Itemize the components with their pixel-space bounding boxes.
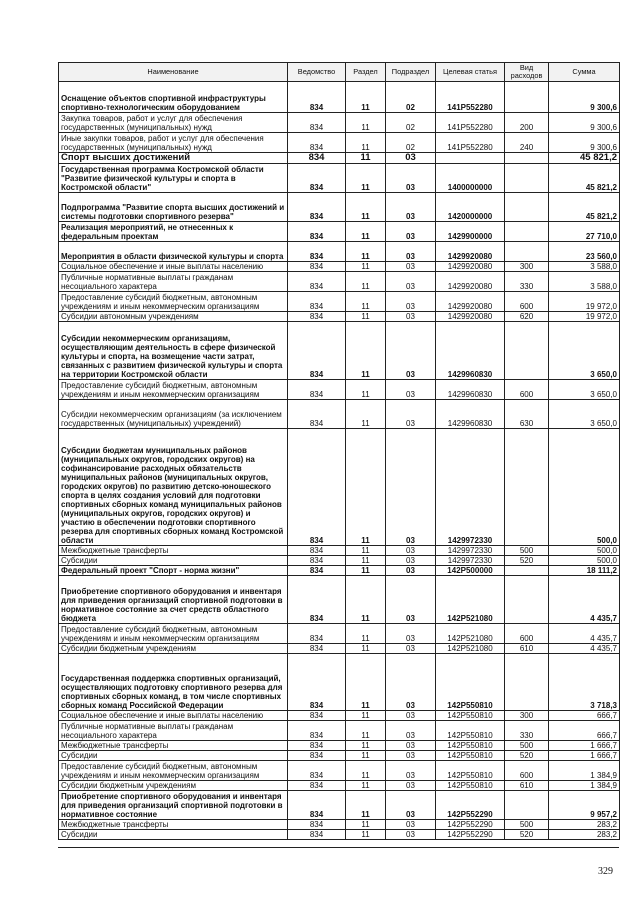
cell-target-article: 1429920080 — [436, 242, 505, 262]
cell-vedomstvo: 834 — [288, 400, 346, 429]
table-row — [59, 761, 620, 781]
cell-target-article: 142P550810 — [436, 654, 505, 711]
cell-amount: 27 710,0 — [549, 222, 620, 242]
cell-podrazdel: 03 — [386, 193, 436, 222]
cell-amount: 283,2 — [549, 820, 620, 830]
table-row — [59, 654, 620, 711]
cell-podrazdel: 03 — [386, 400, 436, 429]
header-name: Наименование — [59, 63, 288, 82]
table-row — [59, 556, 620, 566]
cell-target-article: 142P521080 — [436, 644, 505, 654]
cell-vedomstvo: 834 — [288, 576, 346, 624]
cell-amount: 45 821,2 — [549, 193, 620, 222]
cell-podrazdel: 03 — [386, 222, 436, 242]
cell-name: Мероприятия в области физической культуры и спорта — [59, 242, 288, 262]
cell-vedomstvo: 834 — [288, 654, 346, 711]
cell-vedomstvo: 834 — [288, 312, 346, 322]
cell-name: Закупка товаров, работ и услуг для обеспечения государственных (муниципальных) нужд — [59, 113, 288, 133]
cell-amount: 3 588,0 — [549, 262, 620, 272]
cell-amount: 1 666,7 — [549, 751, 620, 761]
table-row — [59, 292, 620, 312]
cell-target-article: 1429972330 — [436, 429, 505, 546]
cell-target-article: 142P552290 — [436, 830, 505, 840]
cell-target-article: 1429900000 — [436, 222, 505, 242]
cell-amount: 9 300,6 — [549, 82, 620, 113]
table-row — [59, 721, 620, 741]
cell-expense-type: 610 — [505, 644, 549, 654]
table-row — [59, 820, 620, 830]
cell-name: Приобретение спортивного оборудования и инвентаря для приведения организаций спортивной подготовки в нормативное состояние за счет средств областного бюджета — [59, 576, 288, 624]
cell-vedomstvo: 834 — [288, 751, 346, 761]
cell-razdel: 11 — [346, 312, 386, 322]
table-row — [59, 133, 620, 153]
cell-podrazdel: 03 — [386, 791, 436, 820]
cell-amount: 666,7 — [549, 721, 620, 741]
cell-podrazdel: 02 — [386, 113, 436, 133]
table-row — [59, 624, 620, 644]
cell-target-article: 1429920080 — [436, 262, 505, 272]
cell-vedomstvo: 834 — [288, 429, 346, 546]
cell-podrazdel: 03 — [386, 781, 436, 791]
cell-vedomstvo: 834 — [288, 644, 346, 654]
cell-target-article: 1429972330 — [436, 556, 505, 566]
cell-amount: 19 972,0 — [549, 292, 620, 312]
cell-podrazdel: 03 — [386, 751, 436, 761]
cell-vedomstvo: 834 — [288, 820, 346, 830]
table-row — [59, 262, 620, 272]
cell-razdel: 11 — [346, 322, 386, 380]
cell-podrazdel: 02 — [386, 133, 436, 153]
cell-podrazdel: 03 — [386, 576, 436, 624]
table-row — [59, 400, 620, 429]
cell-name: Социальное обеспечение и иные выплаты населению — [59, 711, 288, 721]
cell-razdel: 11 — [346, 546, 386, 556]
cell-name: Государственная поддержка спортивных организаций, осуществляющих подготовку спортивного резерва для спортивных сборных команд, в том числе спортивных сборных команд Российской Федерации — [59, 654, 288, 711]
cell-vedomstvo: 834 — [288, 222, 346, 242]
cell-expense-type: 200 — [505, 113, 549, 133]
header-target-article: Целевая статья — [436, 63, 505, 82]
cell-target-article: 142P550810 — [436, 711, 505, 721]
cell-name: Подпрограмма "Развитие спорта высших достижений и системы подготовки спортивного резерва" — [59, 193, 288, 222]
cell-target-article: 142P550810 — [436, 741, 505, 751]
cell-name: Субсидии автономным учреждениям — [59, 312, 288, 322]
cell-razdel: 11 — [346, 272, 386, 292]
table-row — [59, 830, 620, 840]
budget-table — [58, 62, 620, 840]
cell-amount: 4 435,7 — [549, 576, 620, 624]
cell-name: Социальное обеспечение и иные выплаты населению — [59, 262, 288, 272]
cell-expense-type — [505, 164, 549, 193]
cell-podrazdel: 03 — [386, 272, 436, 292]
cell-podrazdel: 03 — [386, 546, 436, 556]
table-row — [59, 566, 620, 576]
cell-razdel: 11 — [346, 566, 386, 576]
cell-amount: 3 650,0 — [549, 322, 620, 380]
cell-razdel: 11 — [346, 830, 386, 840]
table-row — [59, 193, 620, 222]
cell-expense-type: 520 — [505, 556, 549, 566]
cell-name: Реализация мероприятий, не отнесенных к федеральным проектам — [59, 222, 288, 242]
cell-target-article: 142P552290 — [436, 791, 505, 820]
cell-name: Предоставление субсидий бюджетным, автономным учреждениям и иным некоммерческим организациям — [59, 624, 288, 644]
cell-razdel: 11 — [346, 644, 386, 654]
cell-vedomstvo: 834 — [288, 624, 346, 644]
cell-expense-type — [505, 576, 549, 624]
cell-vedomstvo: 834 — [288, 761, 346, 781]
cell-expense-type: 630 — [505, 400, 549, 429]
cell-name: Субсидии некоммерческим организациям (за исключением государственных (муниципальных) учреждений) — [59, 400, 288, 429]
header-podrazdel: Подраздел — [386, 63, 436, 82]
cell-amount: 1 384,9 — [549, 781, 620, 791]
cell-expense-type — [505, 566, 549, 576]
cell-vedomstvo: 834 — [288, 164, 346, 193]
cell-expense-type — [505, 322, 549, 380]
cell-amount: 3 650,0 — [549, 380, 620, 400]
cell-vedomstvo: 834 — [288, 153, 346, 164]
cell-expense-type: 620 — [505, 312, 549, 322]
table-row — [59, 153, 620, 164]
cell-name: Публичные нормативные выплаты гражданам несоциального характера — [59, 721, 288, 741]
cell-expense-type: 500 — [505, 546, 549, 556]
cell-expense-type: 600 — [505, 761, 549, 781]
cell-amount: 500,0 — [549, 556, 620, 566]
cell-name: Межбюджетные трансферты — [59, 820, 288, 830]
cell-vedomstvo: 834 — [288, 193, 346, 222]
cell-razdel: 11 — [346, 262, 386, 272]
cell-name: Субсидии — [59, 556, 288, 566]
cell-podrazdel: 03 — [386, 380, 436, 400]
cell-name: Приобретение спортивного оборудования и инвентаря для приведения организаций спортивной подготовки в нормативное состояние — [59, 791, 288, 820]
cell-target-article: 142P521080 — [436, 624, 505, 644]
cell-vedomstvo: 834 — [288, 546, 346, 556]
cell-vedomstvo: 834 — [288, 721, 346, 741]
cell-podrazdel: 03 — [386, 429, 436, 546]
cell-razdel: 11 — [346, 721, 386, 741]
cell-razdel: 11 — [346, 711, 386, 721]
table-row — [59, 222, 620, 242]
cell-expense-type — [505, 654, 549, 711]
cell-razdel: 11 — [346, 133, 386, 153]
cell-amount: 4 435,7 — [549, 644, 620, 654]
cell-vedomstvo: 834 — [288, 380, 346, 400]
cell-target-article: 142P521080 — [436, 576, 505, 624]
table-header-row — [59, 63, 620, 82]
cell-expense-type: 240 — [505, 133, 549, 153]
cell-razdel: 11 — [346, 624, 386, 644]
cell-name: Субсидии бюджетным учреждениям — [59, 781, 288, 791]
cell-amount: 19 972,0 — [549, 312, 620, 322]
cell-razdel: 11 — [346, 654, 386, 711]
cell-podrazdel: 02 — [386, 82, 436, 113]
cell-razdel: 11 — [346, 400, 386, 429]
cell-name: Субсидии бюджетным учреждениям — [59, 644, 288, 654]
cell-razdel: 11 — [346, 164, 386, 193]
cell-name: Субсидии — [59, 830, 288, 840]
cell-target-article: 1429920080 — [436, 312, 505, 322]
cell-podrazdel: 03 — [386, 820, 436, 830]
cell-expense-type: 500 — [505, 820, 549, 830]
table-row — [59, 741, 620, 751]
cell-name: Федеральный проект "Спорт - норма жизни" — [59, 566, 288, 576]
header-vedomstvo: Ведомство — [288, 63, 346, 82]
table-row — [59, 380, 620, 400]
table-row — [59, 644, 620, 654]
cell-razdel: 11 — [346, 429, 386, 546]
cell-target-article: 1429972330 — [436, 546, 505, 556]
cell-amount: 283,2 — [549, 830, 620, 840]
table-body — [59, 82, 620, 840]
cell-amount: 18 111,2 — [549, 566, 620, 576]
cell-podrazdel: 03 — [386, 242, 436, 262]
table-row — [59, 164, 620, 193]
cell-amount: 9 957,2 — [549, 791, 620, 820]
cell-razdel: 11 — [346, 193, 386, 222]
cell-target-article — [436, 153, 505, 164]
cell-amount: 666,7 — [549, 711, 620, 721]
cell-expense-type: 600 — [505, 624, 549, 644]
table-row — [59, 82, 620, 113]
cell-target-article: 1429920080 — [436, 272, 505, 292]
cell-podrazdel: 03 — [386, 644, 436, 654]
cell-podrazdel: 03 — [386, 153, 436, 164]
cell-vedomstvo: 834 — [288, 133, 346, 153]
cell-vedomstvo: 834 — [288, 741, 346, 751]
cell-razdel: 11 — [346, 113, 386, 133]
cell-target-article: 1420000000 — [436, 193, 505, 222]
cell-expense-type — [505, 153, 549, 164]
cell-razdel: 11 — [346, 242, 386, 262]
cell-podrazdel: 03 — [386, 262, 436, 272]
cell-amount: 500,0 — [549, 546, 620, 556]
cell-vedomstvo: 834 — [288, 292, 346, 312]
header-razdel: Раздел — [346, 63, 386, 82]
cell-podrazdel: 03 — [386, 556, 436, 566]
table-row — [59, 751, 620, 761]
cell-expense-type — [505, 242, 549, 262]
cell-vedomstvo: 834 — [288, 711, 346, 721]
cell-amount: 1 384,9 — [549, 761, 620, 781]
cell-razdel: 11 — [346, 222, 386, 242]
cell-expense-type — [505, 193, 549, 222]
page-bottom-rule — [58, 847, 619, 848]
cell-podrazdel: 03 — [386, 312, 436, 322]
cell-expense-type: 330 — [505, 721, 549, 741]
cell-razdel: 11 — [346, 781, 386, 791]
cell-podrazdel: 03 — [386, 830, 436, 840]
cell-podrazdel: 03 — [386, 164, 436, 193]
cell-podrazdel: 03 — [386, 721, 436, 741]
cell-amount: 45 821,2 — [549, 164, 620, 193]
cell-razdel: 11 — [346, 380, 386, 400]
cell-name: Субсидии бюджетам муниципальных районов (муниципальных округов, городских округов) на софинансирование расходных обязательств муниципальных районов (муниципальных округов, городских округов) по развитию детско-юношеского спорта в целях создания условий для подготовки спортивных сборных команд муниципальных районов (муниципальных округов, городских округов) и участию в обеспечении подготовки спортивного резерва для спортивных сборных команд Костромской области — [59, 429, 288, 546]
cell-razdel: 11 — [346, 741, 386, 751]
cell-name: Предоставление субсидий бюджетным, автономным учреждениям и иным некоммерческим организациям — [59, 292, 288, 312]
cell-vedomstvo: 834 — [288, 322, 346, 380]
cell-amount: 45 821,2 — [549, 153, 620, 164]
cell-expense-type — [505, 429, 549, 546]
cell-target-article: 142P550810 — [436, 721, 505, 741]
cell-name: Государственная программа Костромской области "Развитие физической культуры и спорта в Костромской области" — [59, 164, 288, 193]
cell-expense-type: 330 — [505, 272, 549, 292]
cell-podrazdel: 03 — [386, 322, 436, 380]
cell-name: Межбюджетные трансферты — [59, 741, 288, 751]
cell-expense-type: 600 — [505, 380, 549, 400]
cell-vedomstvo: 834 — [288, 82, 346, 113]
cell-target-article: 142P500000 — [436, 566, 505, 576]
cell-razdel: 11 — [346, 576, 386, 624]
cell-podrazdel: 03 — [386, 711, 436, 721]
cell-razdel: 11 — [346, 751, 386, 761]
cell-target-article: 142P550810 — [436, 781, 505, 791]
cell-vedomstvo: 834 — [288, 262, 346, 272]
cell-razdel: 11 — [346, 791, 386, 820]
cell-expense-type: 520 — [505, 751, 549, 761]
table-row — [59, 429, 620, 546]
page-number: 329 — [598, 866, 613, 877]
cell-expense-type: 500 — [505, 741, 549, 751]
table-row — [59, 322, 620, 380]
cell-vedomstvo: 834 — [288, 242, 346, 262]
cell-vedomstvo: 834 — [288, 781, 346, 791]
cell-amount: 9 300,6 — [549, 113, 620, 133]
cell-podrazdel: 03 — [386, 624, 436, 644]
cell-target-article: 1429960830 — [436, 400, 505, 429]
cell-target-article: 142P550810 — [436, 751, 505, 761]
cell-amount: 3 718,3 — [549, 654, 620, 711]
cell-amount: 1 666,7 — [549, 741, 620, 751]
cell-podrazdel: 03 — [386, 566, 436, 576]
cell-vedomstvo: 834 — [288, 556, 346, 566]
table-row — [59, 113, 620, 133]
cell-name: Спорт высших достижений — [59, 153, 288, 164]
cell-expense-type — [505, 82, 549, 113]
cell-amount: 3 650,0 — [549, 400, 620, 429]
table-row — [59, 546, 620, 556]
cell-amount: 4 435,7 — [549, 624, 620, 644]
cell-amount: 500,0 — [549, 429, 620, 546]
table-row — [59, 576, 620, 624]
cell-target-article: 1400000000 — [436, 164, 505, 193]
cell-amount: 23 560,0 — [549, 242, 620, 262]
cell-amount: 3 588,0 — [549, 272, 620, 292]
cell-target-article: 1429960830 — [436, 322, 505, 380]
cell-vedomstvo: 834 — [288, 113, 346, 133]
cell-name: Предоставление субсидий бюджетным, автономным учреждениям и иным некоммерческим организациям — [59, 761, 288, 781]
cell-expense-type — [505, 791, 549, 820]
budget-table-container — [58, 62, 619, 840]
cell-razdel: 11 — [346, 556, 386, 566]
table-row — [59, 791, 620, 820]
table-row — [59, 312, 620, 322]
header-expense-type: Вид расходов — [505, 63, 549, 82]
cell-expense-type: 300 — [505, 262, 549, 272]
cell-target-article: 1429960830 — [436, 380, 505, 400]
header-amount: Сумма — [549, 63, 620, 82]
cell-vedomstvo: 834 — [288, 791, 346, 820]
cell-razdel: 11 — [346, 292, 386, 312]
cell-podrazdel: 03 — [386, 741, 436, 751]
cell-target-article: 142P550810 — [436, 761, 505, 781]
cell-name: Предоставление субсидий бюджетным, автономным учреждениям и иным некоммерческим организациям — [59, 380, 288, 400]
cell-name: Субсидии некоммерческим организациям, осуществляющим деятельность в сфере физической культуры и спорта, на возмещение части затрат, связанных с развитием физической культуры и спорта на территории Костромской области — [59, 322, 288, 380]
cell-target-article: 1429920080 — [436, 292, 505, 312]
table-row — [59, 781, 620, 791]
cell-expense-type: 600 — [505, 292, 549, 312]
cell-amount: 9 300,6 — [549, 133, 620, 153]
cell-target-article: 141P552280 — [436, 82, 505, 113]
cell-name: Оснащение объектов спортивной инфраструктуры спортивно-технологическим оборудованием — [59, 82, 288, 113]
cell-name: Межбюджетные трансферты — [59, 546, 288, 556]
cell-target-article: 141P552280 — [436, 113, 505, 133]
cell-name: Иные закупки товаров, работ и услуг для обеспечения государственных (муниципальных) нужд — [59, 133, 288, 153]
cell-razdel: 11 — [346, 820, 386, 830]
cell-razdel: 11 — [346, 153, 386, 164]
cell-vedomstvo: 834 — [288, 272, 346, 292]
cell-podrazdel: 03 — [386, 292, 436, 312]
cell-razdel: 11 — [346, 82, 386, 113]
cell-name: Субсидии — [59, 751, 288, 761]
cell-expense-type — [505, 222, 549, 242]
cell-expense-type: 520 — [505, 830, 549, 840]
cell-name: Публичные нормативные выплаты гражданам несоциального характера — [59, 272, 288, 292]
cell-target-article: 142P552290 — [436, 820, 505, 830]
cell-podrazdel: 03 — [386, 761, 436, 781]
cell-podrazdel: 03 — [386, 654, 436, 711]
cell-vedomstvo: 834 — [288, 566, 346, 576]
cell-razdel: 11 — [346, 761, 386, 781]
cell-expense-type: 300 — [505, 711, 549, 721]
table-row — [59, 272, 620, 292]
table-row — [59, 711, 620, 721]
cell-expense-type: 610 — [505, 781, 549, 791]
cell-target-article: 141P552280 — [436, 133, 505, 153]
cell-vedomstvo: 834 — [288, 830, 346, 840]
table-row — [59, 242, 620, 262]
